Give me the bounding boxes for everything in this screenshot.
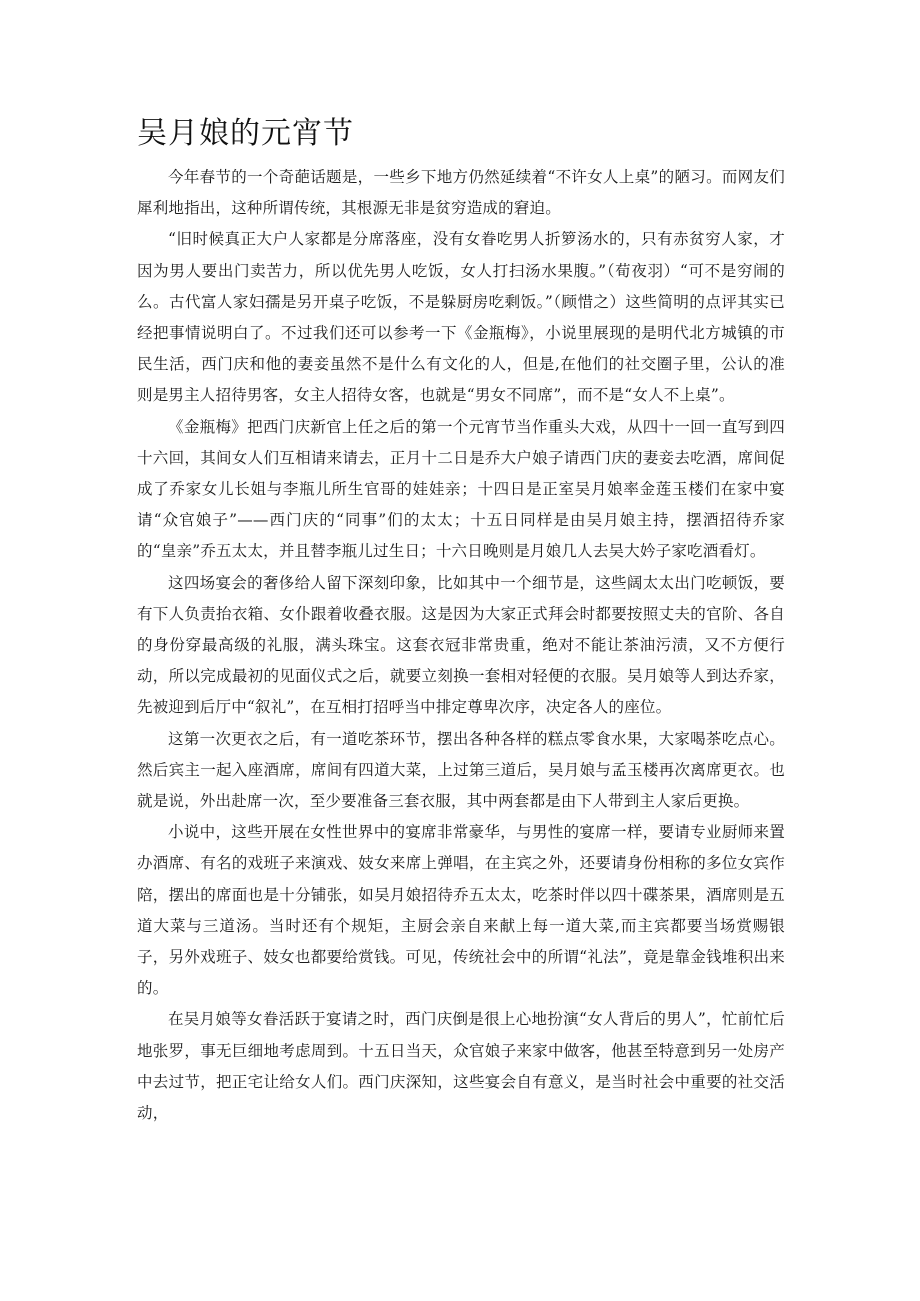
paragraph-5: 这第一次更衣之后，有一道吃茶环节，摆出各种各样的糕点零食水果，大家喝茶吃点心。然后宾主一起入座酒席，席间有四道大菜，上过第三道后，吴月娘与孟玉楼再次离席更衣。也就是说，外出赴席一次，至少要准备三套衣服，其中两套都是由下人带到主人家后更换。 [137,729,785,811]
paragraph-1: 今年春节的一个奇葩话题是，一些乡下地方仍然延续着“不许女人上桌”的陋习。而网友们犀利地指出，这种所谓传统，其根源无非是贫穷造成的窘迫。 [137,168,785,218]
article-title: 吴月娘的元宵节 [137,116,354,151]
paragraph-7: 在吴月娘等女眷活跃于宴请之时，西门庆倒是很上心地扮演“女人背后的男人”，忙前忙后地张罗，事无巨细地考虑周到。十五日当天，众官娘子来家中做客，他甚至特意到另一处房产中去过节，把正宅让给女人们。西门庆深知，这些宴会自有意义，是当时社会中重要的社交活动， [137,1010,785,1123]
paragraph-3: 《金瓶梅》把西门庆新官上任之后的第一个元宵节当作重头大戏，从四十一回一直写到四十六回，其间女人们互相请来请去，正月十二日是乔大户娘子请西门庆的妻妾去吃酒，席间促成了乔家女儿长姐与李瓶儿所生官哥的娃娃亲；十四日是正室吴月娘率金莲玉楼们在家中宴请“众官娘子”——西门庆的“同事”们的太太；十五日同样是由吴月娘主持，摆酒招待乔家的“皇亲”乔五太太，并且替李瓶儿过生日；十六日晚则是月娘几人去吴大妗子家吃酒看灯。 [137,417,785,561]
paragraph-4: 这四场宴会的奢侈给人留下深刻印象，比如其中一个细节是，这些阔太太出门吃顿饭，要有下人负责抬衣箱、女仆跟着收叠衣服。这是因为大家正式拜会时都要按照丈夫的官阶、各自的身份穿最高级的礼服，满头珠宝。这套衣冠非常贵重，绝对不能让茶油污渍，又不方便行动，所以完成最初的见面仪式之后，就要立刻换一套相对轻便的衣服。吴月娘等人到达乔家，先被迎到后厅中“叙礼”，在互相打招呼当中排定尊卑次序，决定各人的座位。 [137,573,785,717]
paragraph-2: “旧时候真正大户人家都是分席落座，没有女眷吃男人折箩汤水的，只有赤贫穷人家，才因为男人要出门卖苦力，所以优先男人吃饭，女人打扫汤水果腹。”（荀夜羽）“可不是穷闹的么。古代富人家妇孺是另开桌子吃饭，不是躲厨房吃剩饭。”（顾惜之）这些简明的点评其实已经把事情说明白了。不过我们还可以参考一下《金瓶梅》，小说里展现的是明代北方城镇的市民生活，西门庆和他的妻妾虽然不是什么有文化的人，但是,在他们的社交圈子里，公认的准则是男主人招待男客，女主人招待女客，也就是“男女不同席”，而不是“女人不上桌”。 [137,230,785,405]
paragraph-6: 小说中，这些开展在女性世界中的宴席非常豪华，与男性的宴席一样，要请专业厨师来置办酒席、有名的戏班子来演戏、妓女来席上弹唱，在主宾之外，还要请身份相称的多位女宾作陪，摆出的席面也是十分铺张，如吴月娘招待乔五太太，吃茶时伴以四十碟茶果，酒席则是五道大菜与三道汤。当时还有个规矩，主厨会亲自来献上每一道大菜,而主宾都要当场赏赐银子，另外戏班子、妓女也都要给赏钱。可见，传统社会中的所谓“礼法”，竟是靠金钱堆积出来的。 [137,823,785,998]
article-body [137,162,785,1129]
